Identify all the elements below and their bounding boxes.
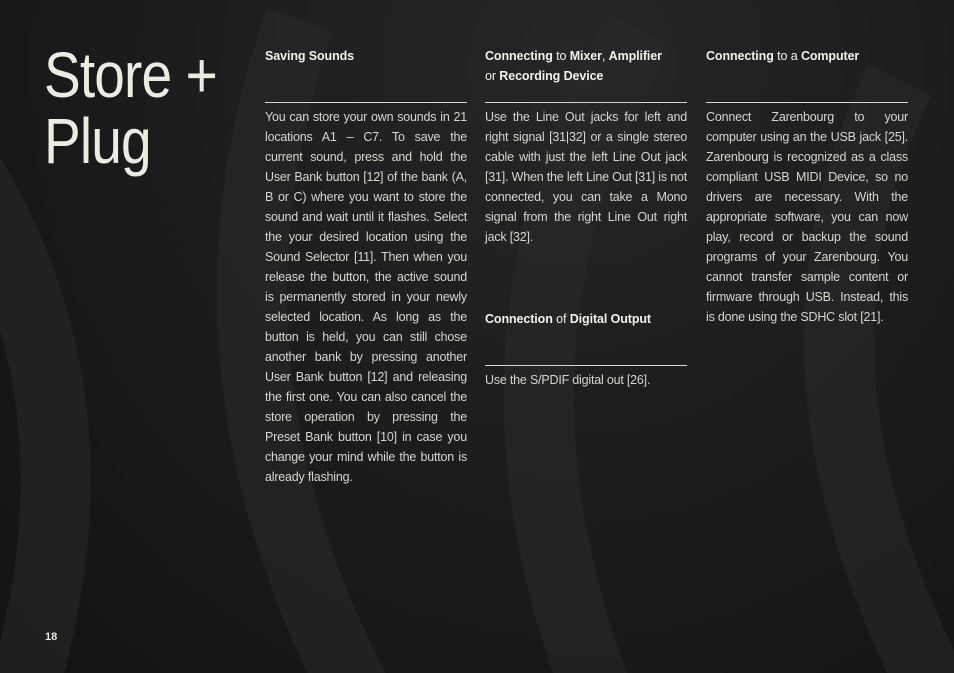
saving-sounds-heading: Saving Sounds: [265, 46, 467, 103]
connecting-mixer-heading: Connecting to Mixer, Amplifier or Recording Device: [485, 46, 687, 103]
digital-output-heading: Connection of Digital Output: [485, 309, 687, 366]
title-line-1: Store +: [44, 39, 217, 111]
page-title: [44, 39, 217, 177]
saving-sounds-body: You can store your own sounds in 21 locations A1 – C7. To save the current sound, press and hold the User Bank button [12] of the bank (A, B or C) where you want to store the sound and wait until it flashes. Select the your desired location using the Sound Selector [11]. Then when you release the button, the active sound is permanently stored in your newly selected location. As long as the button is held, you can still chose another bank by pressing another User Bank button [12] and releasing the first one. You can also cancel the store operation by pressing the Preset Bank button [10] in case you change your mind while the button is already flashing.: [265, 110, 467, 484]
saving-sounds-section: [265, 46, 467, 487]
connecting-computer-body: Connect Zarenbourg to your computer using an the USB jack [25]. Zarenbourg is recognized as a class compliant USB MIDI Device, so no drivers are necessary. With the appropriate software, you can now play, record or backup the sound programs of your Zarenbourg. You cannot transfer sample content or firmware through USB. Instead, this is done using the SDHC slot [21].: [706, 110, 908, 324]
connecting-mixer-section: [485, 46, 687, 390]
connecting-computer-heading: Connecting to a Computer: [706, 46, 908, 103]
connecting-computer-section: [706, 46, 908, 327]
title-line-2: Plug: [44, 105, 151, 177]
connecting-mixer-body: Use the Line Out jacks for left and right signal [31|32] or a single stereo cable with just the left Line Out jack [31]. When the left Line Out [31] is not connected, you can take a Mono signal from the right Line Out right jack [32].: [485, 110, 687, 244]
digital-output-body: Use the S/PDIF digital out [26].: [485, 373, 651, 387]
page-number: 18: [45, 631, 58, 643]
